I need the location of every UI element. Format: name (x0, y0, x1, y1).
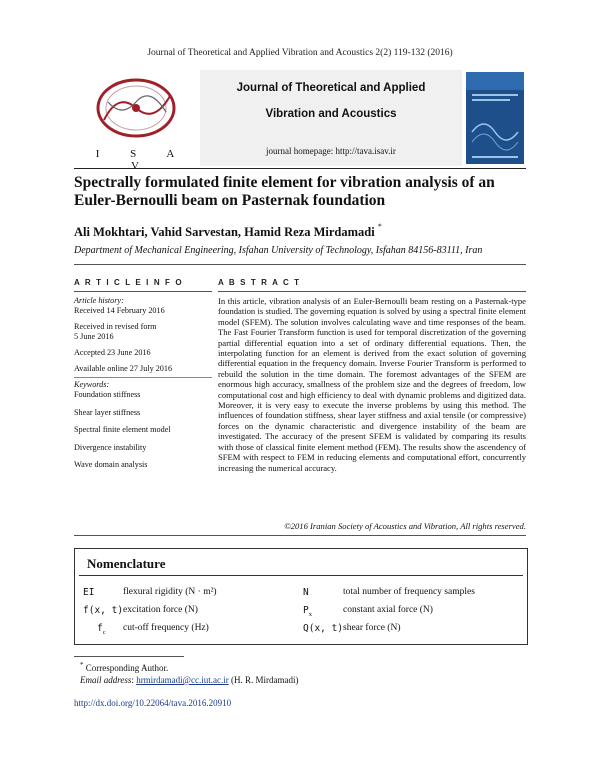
nomenclature-description: shear force (N) (343, 623, 401, 633)
email-link[interactable]: hrmirdamadi@cc.iut.ac.ir (136, 675, 229, 685)
running-head: Journal of Theoretical and Applied Vibration and Acoustics 2(2) 119-132 (2016) (147, 48, 453, 58)
journal-homepage[interactable]: journal homepage: http://tava.isav.ir (266, 146, 396, 156)
revised-date: 5 June 2016 (74, 332, 114, 341)
keyword-item: Shear layer stiffness (74, 407, 141, 417)
nomenclature-description: flexural rigidity (N · m²) (123, 587, 217, 597)
nomenclature-description: excitation force (N) (123, 605, 198, 615)
nomenclature-symbol: N (303, 587, 309, 598)
journal-masthead (74, 70, 526, 172)
keywords-label: Keywords: (74, 380, 110, 389)
article-info-heading: A R T I C L E I N F O (74, 278, 184, 287)
keyword-item: Foundation stiffness (74, 390, 141, 399)
affiliation: Department of Mechanical Engineering, Isfahan University of Technology, Isfahan 84156-83111, Iran (74, 245, 483, 256)
author-names: Ali Mokhtari, Vahid Sarvestan, Hamid Reza Mirdamadi (74, 225, 375, 240)
online-date: Available online 27 July 2016 (74, 364, 173, 373)
paper-title: Spectrally formulated finite element for vibration analysis of an Euler-Bernoulli beam on Pasternak foundation (74, 174, 495, 209)
doi-link[interactable]: http://dx.doi.org/10.22064/tava.2016.20910 (74, 698, 232, 708)
journal-title-line-1: Journal of Theoretical and Applied (236, 82, 426, 94)
journal-cover-icon (466, 72, 524, 164)
nomenclature-symbol: Q(x, t) (303, 623, 344, 634)
abstract-body: In this article, vibration analysis of an Euler-Bernoulli beam resting on a Pasternak-type foundation is studied. The governing equation is solved by using a spectral finite element model (SFEM). The solution involves calculating wave and time responses of the beam. The Fast Fourier Transform function is used for temporal discretization of the governing partial differential equation into a set of ordinary differential equations. Then, the interpolating function for an element is derived from the exact solution of governing differential equation in the frequency domain. Inverse Fourier Transform is performed to rebuild the solution in the time domain. The foremost advantages of the SFEM are enormous high accuracy, smallness of the problem size and the degrees of freedom, low computational cost and high efficiency to deal with dynamic problems and digitized data. Moreover, it is very easy to execute the inverse problems by using this method. The influences of foundation stiffness, shear layer stiffness and axial tensile (or compressive) forces on the dynamic characteristic and divergence instability of the beam are investigated. The accuracy of the present SFEM is validated by comparing its results with those of classical finite element method (FEM). The results show the ascendency of SFEM with respect to FEM in reducing elements and computational effort, concurrently increasing the numerical accuracy. (218, 296, 526, 473)
nomenclature-description: cut-off frequency (Hz) (123, 623, 209, 633)
history-label: Article history: (74, 296, 124, 305)
isav-label: I S A V (95, 148, 189, 172)
nomenclature-title: Nomenclature (87, 556, 166, 571)
revised-label: Received in revised form (74, 322, 157, 331)
abstract-rule (218, 291, 526, 292)
keyword-item: Spectral finite element model (74, 425, 171, 434)
abstract-bottom-rule (74, 535, 526, 536)
email-note: Email address: hrmirdamadi@cc.iut.ac.ir (H. R. Mirdamadi) (80, 675, 299, 685)
nomenclature-symbol: EI (83, 587, 95, 598)
accepted-date: Accepted 23 June 2016 (74, 348, 151, 357)
keyword-item: Wave domain analysis (74, 460, 148, 469)
footnote-rule (74, 656, 184, 657)
corresponding-author-note: * Corresponding Author. (80, 661, 169, 673)
nomenclature-rule (79, 575, 523, 576)
keyword-item: Divergence instability (74, 442, 147, 452)
journal-cover-thumbnail (462, 70, 526, 166)
nomenclature-symbol: $P_x$ (303, 605, 312, 618)
society-logo (74, 70, 200, 172)
masthead-rule (74, 168, 526, 169)
journal-name-block (200, 70, 462, 166)
author-list (74, 224, 526, 240)
nomenclature-symbol: $f_c$ (97, 623, 106, 636)
article-info-column (74, 296, 212, 478)
header-rule (74, 264, 526, 265)
nomenclature-description: constant axial force (N) (343, 605, 433, 615)
society-emblem-icon (78, 72, 196, 148)
copyright-line: ©2016 Iranian Society of Acoustics and Vibration, All rights reserved. (284, 521, 526, 531)
nomenclature-box (74, 548, 528, 645)
nomenclature-symbol: f(x, t) (83, 605, 124, 616)
received-date: Received 14 February 2016 (74, 306, 165, 315)
journal-title-line-2: Vibration and Acoustics (265, 108, 397, 120)
article-info-rule (74, 291, 212, 292)
corresponding-mark: * (377, 222, 382, 231)
nomenclature-description: total number of frequency samples (343, 587, 475, 597)
abstract-heading: A B S T R A C T (218, 278, 301, 287)
